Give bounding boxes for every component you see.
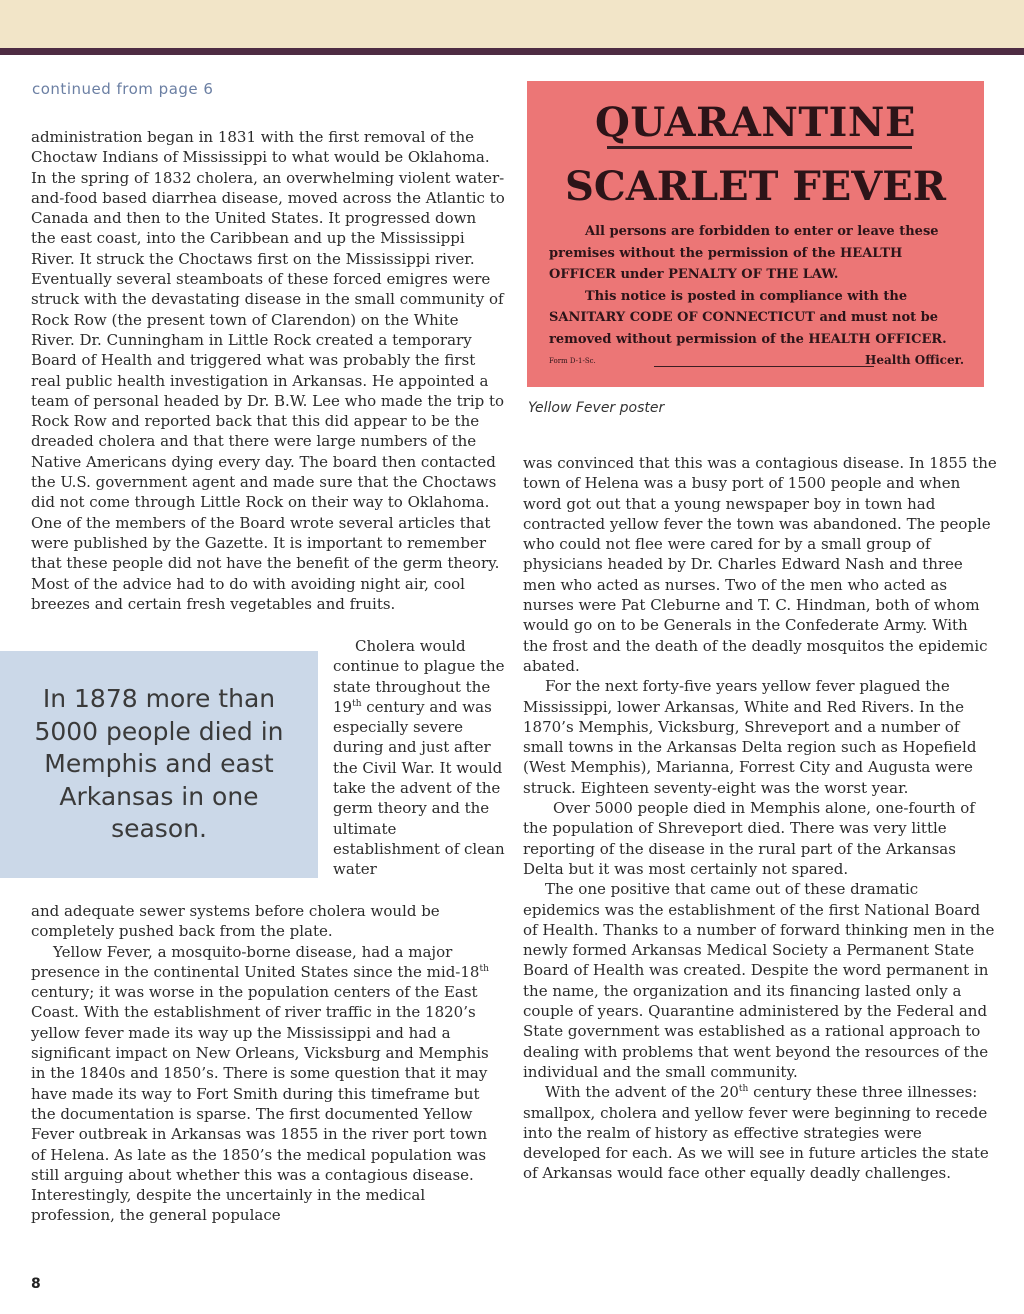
poster-title-rule [607,146,912,149]
pull-quote: In 1878 more than 5000 people died in Memphis and east Arkansas in one season. [34,684,284,844]
superscript: th [352,698,362,709]
quarantine-poster [527,81,984,387]
poster-officer-label: Health Officer. [865,353,964,367]
paragraph [333,636,505,880]
left-column-bottom [31,901,505,1226]
text-span: century and was especially severe during and just after the Civil War. It would take the advent of the germ theory and the ultimate establishment of clean water [333,697,505,879]
paragraph [523,1082,997,1183]
text-span: With the advent of the 20 [545,1083,739,1102]
paragraph: The one positive that came out of these dramatic epidemics was the establishment of the first National Board of Health. Thanks to a number of forward thinking men in the newly formed Arkansas Medical Society a Permanent State Board of Health was created. Despite the word permanent in the name, the organization and its financing lasted only a couple of years. Quarantine administered by the Federal and State government was established as a rational approach to dealing with problems that went beyond the resources of the individual and the small community. [523,880,995,1081]
image-caption: Yellow Fever poster [528,400,665,416]
poster-title-quarantine: QUARANTINE [595,99,916,146]
text-span: century; it was worse in the population centers of the East Coast. With the establishment of river traffic in the 1820’s yellow fever made its way up the Mississippi and had a significant impact on New Orleans, Vicksburg and Memphis in the 1840s and 1850’s. There is some question that it may have made its way to Fort Smith during this timeframe but the documentation is sparse. The first documented Yellow Fever outbreak in Arkansas was 1855 in the river port town of Helena. As late as the 1850’s the medical population was still arguing about whether this was a contagious disease. Interestingly, despite the uncertainly in the medical profession, the general populace [31,983,489,1225]
poster-footer [549,353,964,369]
left-column-narrow [333,636,505,880]
page-number: 8 [31,1276,41,1292]
poster-paragraph: This notice is posted in compliance with the SANITARY CODE OF CONNECTICUT and must not be removed without permission of the HEALTH OFFICER. [549,288,947,347]
text-span: Cholera would continue to plague the state throughout the 19 [333,637,505,716]
superscript: th [738,1084,749,1095]
paragraph [31,942,505,1226]
header-rule [0,48,1024,55]
continued-label: continued from page 6 [32,80,214,98]
poster-form-number: Form D-1-Sc. [549,357,596,365]
header-band [0,0,1024,48]
paragraph: and adequate sewer systems before cholera would be completely pushed back from the plate. [31,902,440,941]
right-column [523,453,997,1184]
paragraph: For the next forty-five years yellow fever plagued the Mississippi, lower Arkansas, White and Red Rivers. In the 1870’s Memphis, Vicksburg, Shreveport and a number of small towns in the Arkansas Delta region such as Hopefield (West Memphis), Marianna, Forrest City and Augusta were struck. Eighteen seventy-eight was the worst year. [523,677,977,797]
poster-title-scarlet-fever: SCARLET FEVER [565,163,946,210]
poster-paragraph: All persons are forbidden to enter or leave these premises without the permission of the HEALTH OFFICER under PENALTY OF THE LAW. [549,224,939,282]
poster-body [549,221,964,350]
pull-quote-box [0,651,318,878]
paragraph: Over 5000 people died in Memphis alone, one-fourth of the population of Shreveport died. There was very little reporting of the disease in the rural part of the Arkansas Delta but it was most certainly not spared. [523,799,975,878]
left-column-top [31,127,505,614]
text-span: century these three illnesses: smallpox, cholera and yellow fever were beginning to recede into the realm of history as effective strategies were developed for each. As we will see in future articles the state of Arkansas would face other equally deadly challenges. [523,1083,989,1183]
text-span: Yellow Fever, a mosquito-borne disease, had a major presence in the continental United States since the mid-18 [31,942,480,981]
superscript: th [479,963,489,974]
paragraph: was convinced that this was a contagious disease. In 1855 the town of Helena was a busy port of 1500 people and when word got out that a young newspaper boy in town had contracted yellow fever the town was abandoned. The people who could not flee were cared for by a small group of physicians headed by Dr. Charles Edward Nash and three men who acted as nurses. Two of the men who acted as nurses were Pat Cleburne and T. C. Hindman, both of whom would go on to be Generals in the Confederate Army. With the frost and the death of the deadly mosquitos the epidemic abated. [523,454,997,675]
paragraph: administration began in 1831 with the first removal of the Choctaw Indians of Mississippi to what would be Oklahoma. In the spring of 1832 cholera, an overwhelming violent water-and-food based diarrhea disease, moved across the Atlantic to Canada and then to the United States. It progressed down the east coast, into the Caribbean and up the Mississippi River. It struck the Choctaws first on the Mississippi river. Eventually several steamboats of these forced emigres were struck with the devastating disease in the small community of Rock Row (the present town of Clarendon) on the White River. Dr. Cunningham in Little Rock created a temporary Board of Health and triggered what was probably the first real public health investigation in Arkansas. He appointed a team of personal headed by Dr. B.W. Lee who made the trip to Rock Row and reported back that this did appear to be the dreaded cholera and that there were large numbers of the Native Americans dying every day. The board then contacted the U.S. government agent and made sure that the Choctaws did not come through Little Rock on their way to Oklahoma. One of the members of the Board wrote several articles that were published by the Gazette. It is important to remember that these people did not have the benefit of the germ theory. Most of the advice had to do with avoiding night air, cool breezes and certain fresh vegetables and fruits. [31,128,505,613]
signature-line [654,366,874,367]
